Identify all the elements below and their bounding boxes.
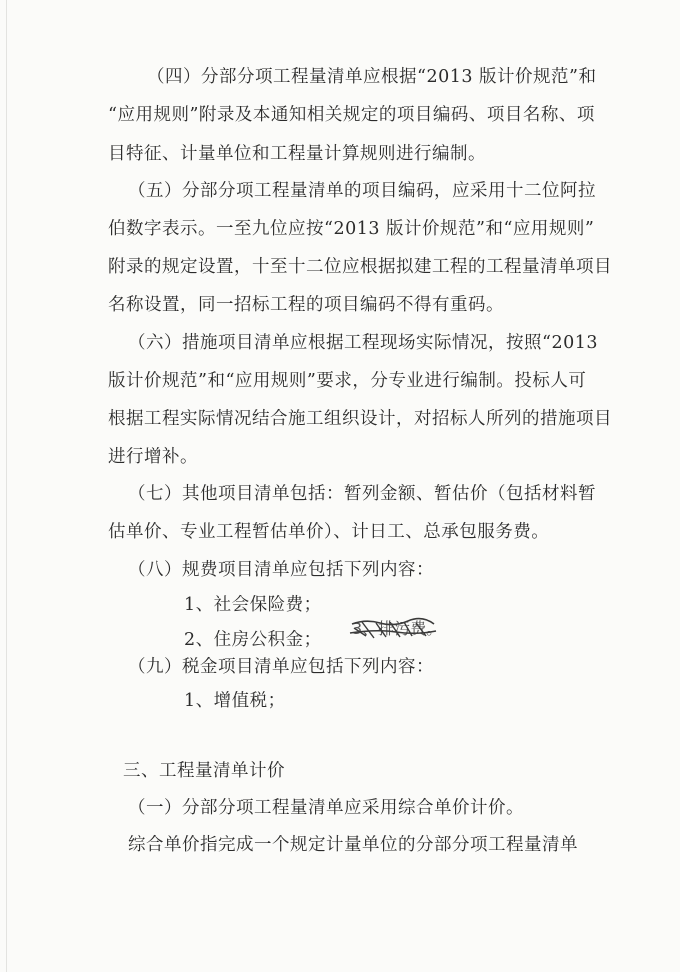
- para-4-line-1: （四）分部分项工程量清单应根据“2013 版计价规范”和: [147, 67, 597, 87]
- para-4-line-3: 目特征、计量单位和工程量计算规则进行编制。: [108, 144, 486, 164]
- struck-item-text: 3、排污费。: [352, 619, 443, 638]
- para-5-line-3: 附录的规定设置，十至十二位应根据拟建工程的工程量清单项目: [108, 257, 612, 277]
- section-3-para-1: （一）分部分项工程量清单应采用综合单价计价。: [128, 798, 524, 818]
- para-5-line-4: 名称设置，同一招标工程的项目编码不得有重码。: [108, 295, 504, 315]
- para-9-heading: （九）税金项目清单应包括下列内容：: [128, 657, 434, 677]
- section-3-heading: 三、工程量清单计价: [123, 761, 285, 781]
- para-6-line-2: 版计价规范”和“应用规则”要求，分专业进行编制。投标人可: [108, 371, 587, 391]
- para-6-line-3: 根据工程实际情况结合施工组织设计，对招标人所列的措施项目: [108, 409, 612, 429]
- page-edge: [6, 0, 7, 972]
- para-8-heading: （八）规费项目清单应包括下列内容：: [128, 560, 434, 580]
- para-6-line-1: （六）措施项目清单应根据工程现场实际情况，按照“2013: [128, 333, 598, 353]
- para-8-item-2: 2、住房公积金；: [184, 630, 322, 650]
- para-8-item-1: 1、社会保险费；: [184, 595, 322, 615]
- para-5-line-2: 伯数字表示。一至九位应按“2013 版计价规范”和“应用规则”: [108, 219, 595, 239]
- para-6-line-4: 进行增补。: [108, 447, 198, 467]
- para-7-line-1: （七）其他项目清单包括：暂列金额、暂估价（包括材料暂: [128, 484, 596, 504]
- para-4-line-2: “应用规则”附录及本通知相关规定的项目编码、项目名称、项: [108, 105, 595, 125]
- section-3-para-2: 综合单价指完成一个规定计量单位的分部分项工程量清单: [128, 835, 578, 855]
- para-5-line-1: （五）分部分项工程量清单的项目编码，应采用十二位阿拉: [128, 181, 596, 201]
- para-9-item-1: 1、增值税；: [184, 691, 286, 711]
- para-7-line-2: 估单价、专业工程暂估单价）、计日工、总承包服务费。: [108, 522, 550, 542]
- handwritten-strike-mark: [346, 616, 438, 642]
